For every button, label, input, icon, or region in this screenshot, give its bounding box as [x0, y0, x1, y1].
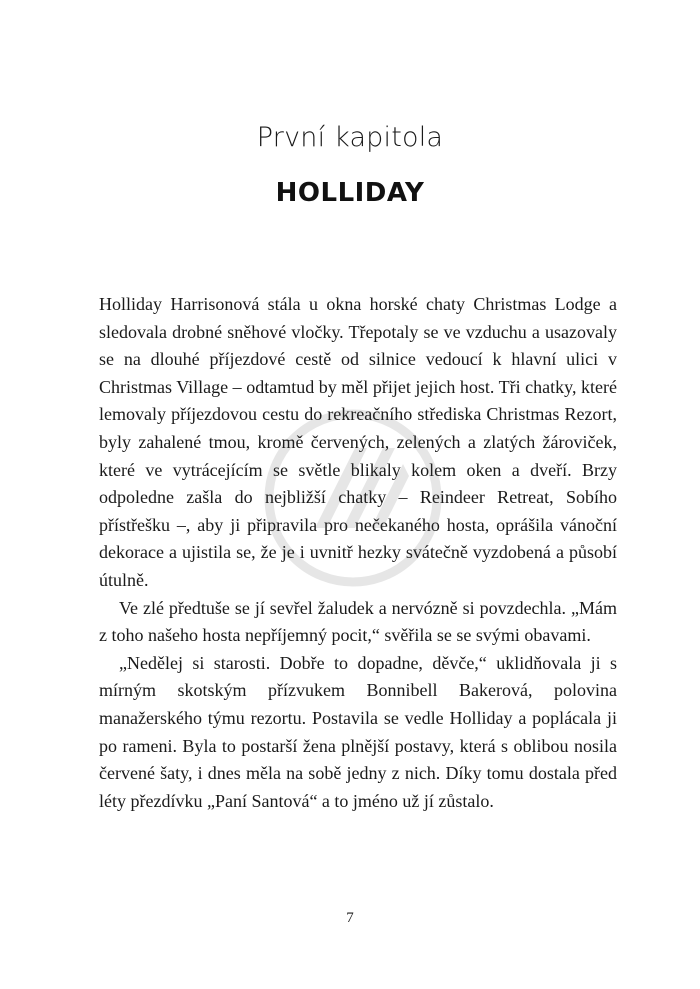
- page-number: 7: [346, 910, 354, 926]
- paragraph-1: Holliday Harrisonová stála u okna horské chaty Christmas Lodge a sledovala drobné sněhové vločky. Třepotaly se ve vzduchu a usazovaly se na dlouhé příjezdové cestě od silnice vedoucí k hlavní ulici v Christmas Village – odtamtud by měl přijet jejich host. Tři chatky, které lemovaly příjezdovou cestu do rekreačního střediska Christmas Rezort, byly zahalené tmou, kromě červených, zelených a zlatých žároviček, které ve vytrácejícím se světle blikaly kolem oken a dveří. Brzy odpoledne zašla do nejbližší chatky – Reindeer Retreat, Sobího přístřešku –, aby ji připravila pro nečekaného hosta, oprášila vánoční dekorace a ujistila se, že je i uvnitř hezky svátečně vyzdobená a působí útulně.: [99, 294, 617, 590]
- chapter-label: První kapitola: [256, 122, 444, 153]
- body-text: [99, 291, 617, 815]
- paragraph-2: Ve zlé předtuše se jí sevřel žaludek a nervózně si povzdechla. „Mám z toho našeho hosta nepříjemný pocit,“ svěřila se se svými obavami.: [99, 597, 617, 646]
- chapter-title: HOLLIDAY: [275, 178, 425, 208]
- paragraph-3: „Nedělej si starosti. Dobře to dopadne, děvče,“ uklidňovala ji s mírným skotským přízvukem Bonnibell Bakerová, polovina manažerského týmu rezortu. Postavila se vedle Holliday a poplácala ji po rameni. Byla to postarší žena plnější postavy, která s oblibou nosila červené šaty, i dnes měla na sobě jedny z nich. Díky tomu dostala před léty přezdívku „Paní Santová“ a to jméno už jí zůstalo.: [99, 652, 617, 811]
